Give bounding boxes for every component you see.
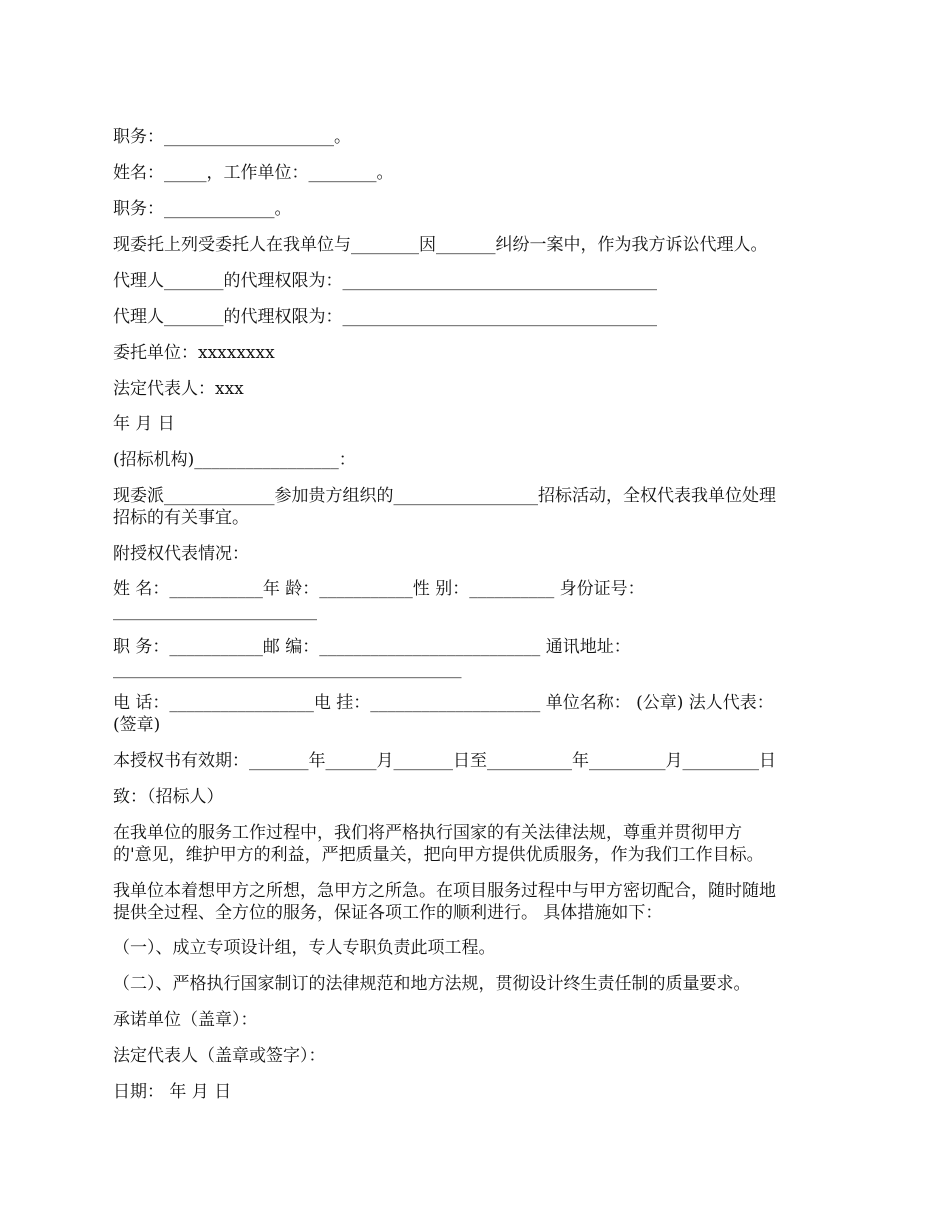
- paragraph-line: 电 话：_________________电 挂：____________________ 单位名称： (公章) 法人代表：: [113, 693, 774, 713]
- paragraph-line: _________________________________________: [113, 659, 462, 679]
- paragraph-line: 我单位本着想甲方之所想，急甲方之所急。在项目服务过程中与甲方密切配合，随时随地: [113, 881, 776, 901]
- representative-position-block: [113, 636, 843, 680]
- addressee-line: 致：（招标人）: [113, 787, 224, 807]
- measure-item-1: （一）、成立专项设计组，专人专职负责此项工程。: [113, 938, 496, 958]
- paragraph-line: 招标的有关事宜。: [113, 508, 249, 528]
- position-line-1: 职务：____________________。: [113, 127, 351, 147]
- legal-representative-signature: 法定代表人（盖章或签字）：: [113, 1046, 326, 1066]
- date-line-2: 日期： 年 月 日: [113, 1082, 232, 1102]
- validity-period-line: 本授权书有效期：_______年______月_______日至__________年_________月_________日: [113, 751, 776, 771]
- representative-name-block: [113, 578, 843, 622]
- paragraph-line: 在我单位的服务工作过程中，我们将严格执行国家的有关法律法规，尊重并贯彻甲方: [113, 823, 742, 843]
- legal-representative: 法定代表人：xxx: [113, 379, 244, 399]
- representative-contact-block: [113, 692, 843, 736]
- paragraph-line: 提供全过程、全方位的服务，保证各项工作的顺利进行。 具体措施如下：: [113, 903, 663, 923]
- cooperation-paragraph: [113, 880, 843, 924]
- service-commitment-paragraph: [113, 822, 843, 866]
- paragraph-line: 职 务：___________邮 编：__________________________ 通讯地址：: [113, 637, 631, 657]
- delegation-paragraph: [113, 485, 843, 529]
- date-line-1: 年 月 日: [113, 414, 175, 434]
- entrust-statement: 现委托上列受委托人在我单位与________因_______纠纷一案中，作为我方诉讼代理人。: [113, 235, 768, 255]
- paragraph-line: 现委派_____________参加贵方组织的_________________招标活动，全权代表我单位处理: [113, 486, 776, 506]
- agent-authority-line-2: 代理人_______的代理权限为：_____________________________________: [113, 307, 657, 327]
- tender-agency-line: (招标机构)_________________：: [113, 450, 356, 470]
- representative-info-heading: 附授权代表情况：: [113, 544, 249, 564]
- paragraph-line: ________________________: [113, 601, 317, 621]
- paragraph-line: 的'意见，维护甲方的利益，严把质量关，把向甲方提供优质服务，作为我们工作目标。: [113, 845, 764, 865]
- position-line-2: 职务：_____________。: [113, 199, 292, 219]
- paragraph-line: (签章): [113, 715, 161, 735]
- measure-item-2: （二）、严格执行国家制订的法律规范和地方法规，贯彻设计终生责任制的质量要求。: [113, 974, 751, 994]
- committing-unit: 承诺单位（盖章）：: [113, 1010, 258, 1030]
- entrusting-unit: 委托单位：xxxxxxxx: [113, 343, 275, 363]
- agent-authority-line-1: 代理人_______的代理权限为：_____________________________________: [113, 271, 657, 291]
- paragraph-line: 姓 名：___________年 龄：___________性 别：__________ 身份证号：: [113, 579, 645, 599]
- name-workplace-line: 姓名：_____，工作单位：________。: [113, 163, 394, 183]
